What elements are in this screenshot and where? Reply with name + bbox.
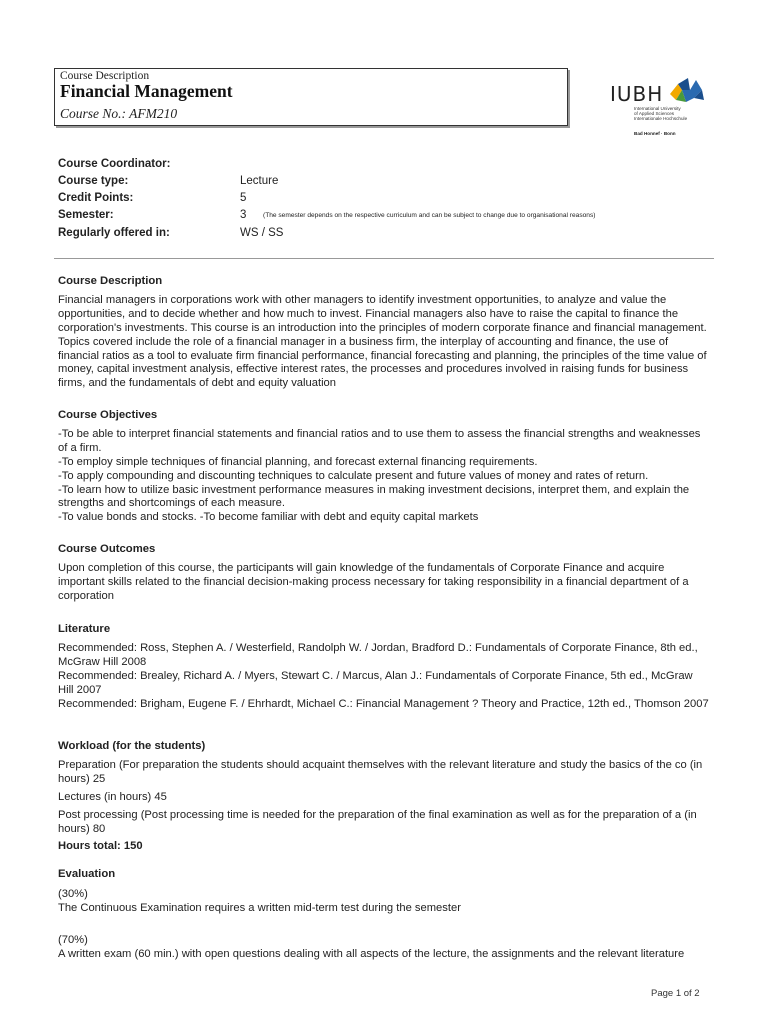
objective-item: -To value bonds and stocks. -To become familiar with debt and equity capital markets xyxy=(58,511,479,524)
workload-preparation: Preparation (For preparation the students should acquaint themselves with the relevant literature and study the basics of the co (in hours) 25 xyxy=(58,758,703,785)
page-number: Page 1 of 2 xyxy=(651,988,700,999)
objective-item: -To be able to interpret financial statements and financial ratios and to use them to assess the financial strengths and weaknesses of a firm. xyxy=(58,427,701,454)
section-evaluation xyxy=(58,868,710,962)
course-title: Financial Management xyxy=(60,81,233,101)
section-heading: Evaluation xyxy=(58,868,116,880)
course-header xyxy=(54,68,568,126)
divider xyxy=(54,258,714,259)
outcomes-text: Upon completion of this course, the participants will gain knowledge of the fundamentals of Corporate Finance and acquire important skills related to the financial decision-making process necessary for taking responsibility in a financial department of a corporation xyxy=(58,561,689,602)
iubh-logo xyxy=(610,74,720,140)
literature-item: Recommended: Brigham, Eugene F. / Ehrhardt, Michael C.: Financial Management ? Theory and Practice, 12th ed., Thomson 2007 xyxy=(58,697,709,710)
section-heading: Course Outcomes xyxy=(58,543,156,555)
logo-mark-icon xyxy=(666,76,706,108)
section-heading: Course Description xyxy=(58,275,163,287)
workload-post: Post processing (Post processing time is needed for the preparation of the final examination as well as for the preparation of a (in hours) 80 xyxy=(58,808,697,835)
description-text: Financial managers in corporations work with other managers to identify investment opportunities, to analyze and value the opportunities, and to decide whether and how much to invest. Financial managers also have to raise the capital to finance the corporation's investments. This course is an introduction into the principles of modern corporate finance and financial management. Topics covered include the role of a financial manager in a business firm, the interplay of accounting and finance, the use of financial ratios as a tool to evaluate firm financial performance, financial forecasting and planning, the principles of the time value of money, capital investment analysis, effective interest rates, the processes and procedures involved in raising funds for business firms, and the fundamentals of debt and equity valuation xyxy=(58,293,707,390)
logo-brand: IUBH xyxy=(610,82,664,106)
section-description xyxy=(58,275,710,391)
objective-item: -To learn how to utilize basic investment performance measures in making investment decisions, interpret them, and explain the strengths and shortcomings of each measure. xyxy=(58,483,690,510)
section-objectives xyxy=(58,409,710,525)
workload-lectures: Lectures (in hours) 45 xyxy=(58,790,167,803)
logo-location: Bad Honnef · Bonn xyxy=(634,131,676,136)
semester-note: (The semester depends on the respective curriculum and can be subject to change due to organisational reasons) xyxy=(263,212,596,219)
literature-item: Recommended: Ross, Stephen A. / Westerfield, Randolph W. / Jordan, Bradford D.: Fundamentals of Corporate Finance, 8th ed., McGraw Hill 2008 xyxy=(58,641,698,668)
objective-item: -To apply compounding and discounting techniques to calculate present and future values of money and rates of return. xyxy=(58,469,649,482)
section-heading: Literature xyxy=(58,623,111,635)
workload-total: Hours total: 150 xyxy=(58,840,143,853)
section-literature xyxy=(58,623,710,711)
section-outcomes xyxy=(58,543,710,604)
evaluation-weight-2: (70%) xyxy=(58,933,88,946)
evaluation-text-2: A written exam (60 min.) with open questions dealing with all aspects of the lecture, the assignments and the relevant literature xyxy=(58,947,685,960)
section-heading: Workload (for the students) xyxy=(58,740,206,752)
literature-item: Recommended: Brealey, Richard A. / Myers, Stewart C. / Marcus, Alan J.: Fundamentals of Corporate Finance, 5th ed., McGraw Hill 2007 xyxy=(58,669,693,696)
objective-item: -To employ simple techniques of financial planning, and forecast external financing requirements. xyxy=(58,455,538,468)
evaluation-weight-1: (30%) xyxy=(58,887,88,900)
course-number: Course No.: AFM210 xyxy=(60,106,178,121)
section-workload xyxy=(58,740,710,854)
evaluation-text-1: The Continuous Examination requires a written mid-term test during the semester xyxy=(58,901,461,914)
section-heading: Course Objectives xyxy=(58,409,158,421)
header-label: Course Description xyxy=(60,70,150,82)
logo-subtitle: International University of Applied Sciences Internationale Hochschule xyxy=(634,106,688,122)
